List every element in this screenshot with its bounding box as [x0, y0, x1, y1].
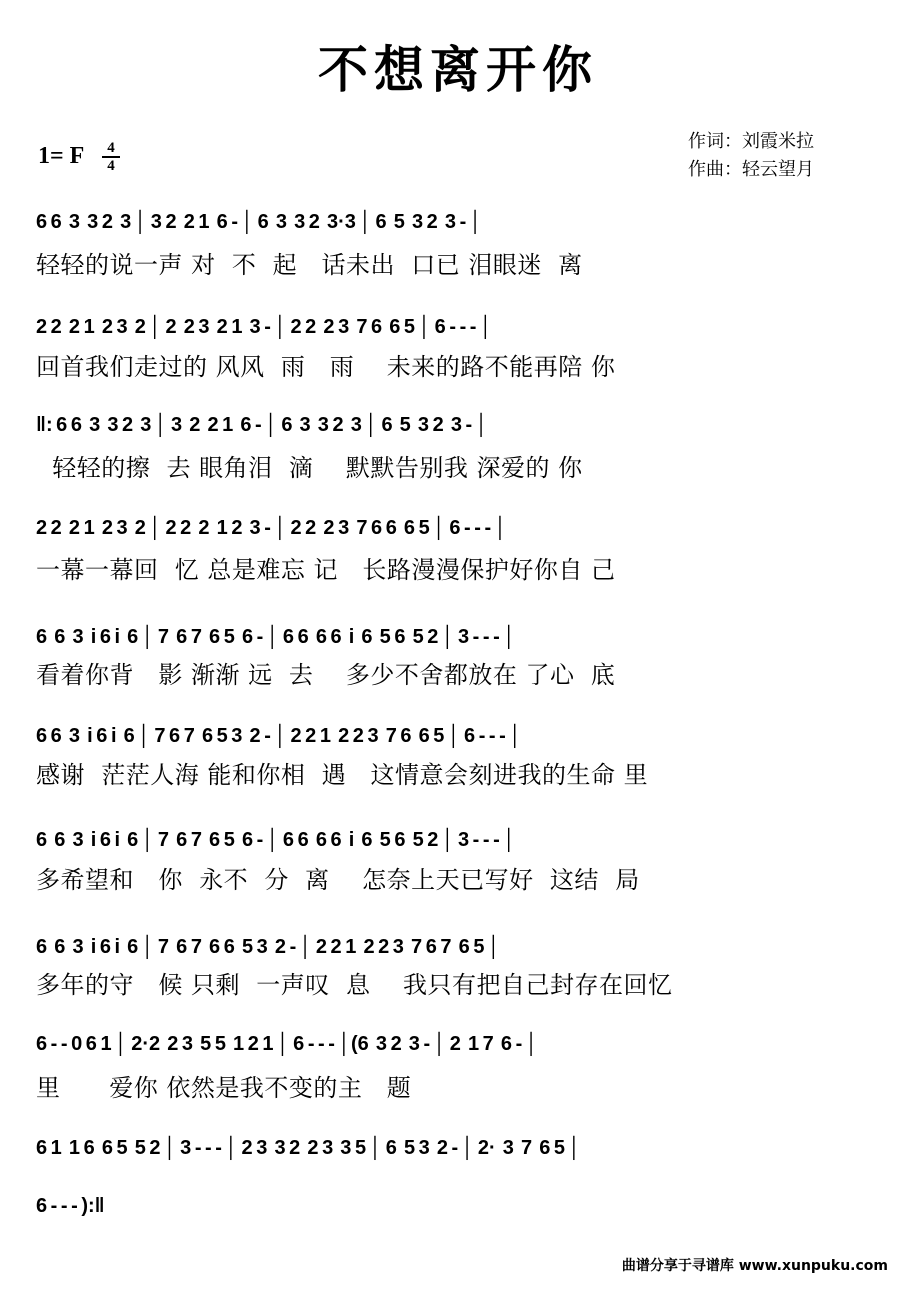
lyric-line-3: 轻轻的擦 去 眼角泪 滴 默默告别我 深爱的 你: [36, 454, 583, 482]
credits: [688, 128, 814, 184]
composer-credit: 作曲：轻云望月: [688, 159, 814, 180]
notation-notes: 2 2 2 1 2 3 2 │ 2 2 2 1 2 3 - │ 2 2 2 3 7 6 6 6 5 │ 6 - - - │: [36, 517, 508, 539]
notation-line-11: [36, 1186, 872, 1226]
notation-notes: 6 6 3 i 6 i 6 │ 7 6 7 6 5 6 - │ 6 6 6 6 i 6 5 6 5 2 │ 3 - - - │: [36, 829, 516, 851]
lyric-line-7: 多希望和 你 永不 分 离 怎奈上天已写好 这结 局: [36, 866, 640, 894]
notation-notes: 2 2 2 1 2 3 2 │ 2 2 3 2 1 3 - │ 2 2 2 3 7 6 6 5 │ 6 - - - │: [36, 316, 493, 338]
time-signature: [102, 140, 120, 174]
notation-notes: 6 6 3 i 6 i 6 │ 7 6 7 6 6 5 3 2 - │ 2 2 1 2 2 3 7 6 7 6 5 │: [36, 936, 501, 958]
lyricist-credit: 作词：刘霞米拉: [688, 131, 814, 152]
notation-line-9: [36, 1024, 872, 1064]
notation-line-7: [36, 820, 872, 860]
key-signature: 1= F: [38, 143, 85, 169]
notation-line-8: [36, 927, 872, 967]
notation-line-10: [36, 1128, 872, 1168]
notation-notes: 6 6 3 3 2 3 │ 3 2 2 1 6 - │ 6 3 3 2 3·3 │ 6 5 3 2 3 - │: [36, 211, 483, 233]
lyric-line-1: 轻轻的说一声 对 不 起 话未出 口已 泪眼迷 离: [36, 251, 583, 279]
lyric-line-9: 里 爱你 依然是我不变的主 题: [36, 1074, 412, 1102]
lyric-line-6: 感谢 茫茫人海 能和你相 遇 这情意会刻进我的生命 里: [36, 761, 649, 789]
meter-top: 4: [102, 140, 120, 158]
notation-line-6: [36, 716, 872, 756]
lyric-line-5: 看着你背 影 渐渐 远 去 多少不舍都放在 了心 底: [36, 661, 616, 689]
notation-notes: 6 - - 0 6 1 │ 2·2 2 3 5 5 1 2 1 │ 6 - - - │(6 3 2 3 - │ 2 1 7 6 - │: [36, 1033, 539, 1055]
notation-notes: ‖: 6 6 3 3 2 3 │ 3 2 2 1 6 - │ 6 3 3 2 3 │ 6 5 3 2 3 - │: [36, 414, 489, 436]
notation-line-3: [36, 405, 872, 445]
lyric-line-8: 多年的守 候 只剩 一声叹 息 我只有把自己封存在回忆: [36, 971, 673, 999]
notation-notes: 6 - - - ):‖: [36, 1195, 105, 1217]
notation-line-5: [36, 617, 872, 657]
lyric-line-2: 回首我们走过的 风风 雨 雨 未来的路不能再陪 你: [36, 353, 616, 381]
notation-notes: 6 6 3 i 6 i 6 │ 7 6 7 6 5 6 - │ 6 6 6 6 i 6 5 6 5 2 │ 3 - - - │: [36, 626, 516, 648]
notation-line-4: [36, 508, 872, 548]
notation-line-2: [36, 307, 872, 347]
source-footer: 曲谱分享于寻谱库 www.xunpuku.com: [621, 1258, 888, 1274]
song-title: 不想离开你: [318, 40, 598, 99]
notation-notes: 6 1 1 6 6 5 5 2 │ 3 - - - │ 2 3 3 2 2 3 3 5 │ 6 5 3 2 - │ 2· 3 7 6 5 │: [36, 1137, 582, 1159]
notation-notes: 6 6 3 i 6 i 6 │ 7 6 7 6 5 3 2 - │ 2 2 1 2 2 3 7 6 6 5 │ 6 - - - │: [36, 725, 522, 747]
meter-bottom: 4: [107, 158, 115, 174]
lyric-line-4: 一幕一幕回 忆 总是难忘 记 长路漫漫保护好你自 己: [36, 556, 616, 584]
notation-line-1: [36, 202, 872, 242]
